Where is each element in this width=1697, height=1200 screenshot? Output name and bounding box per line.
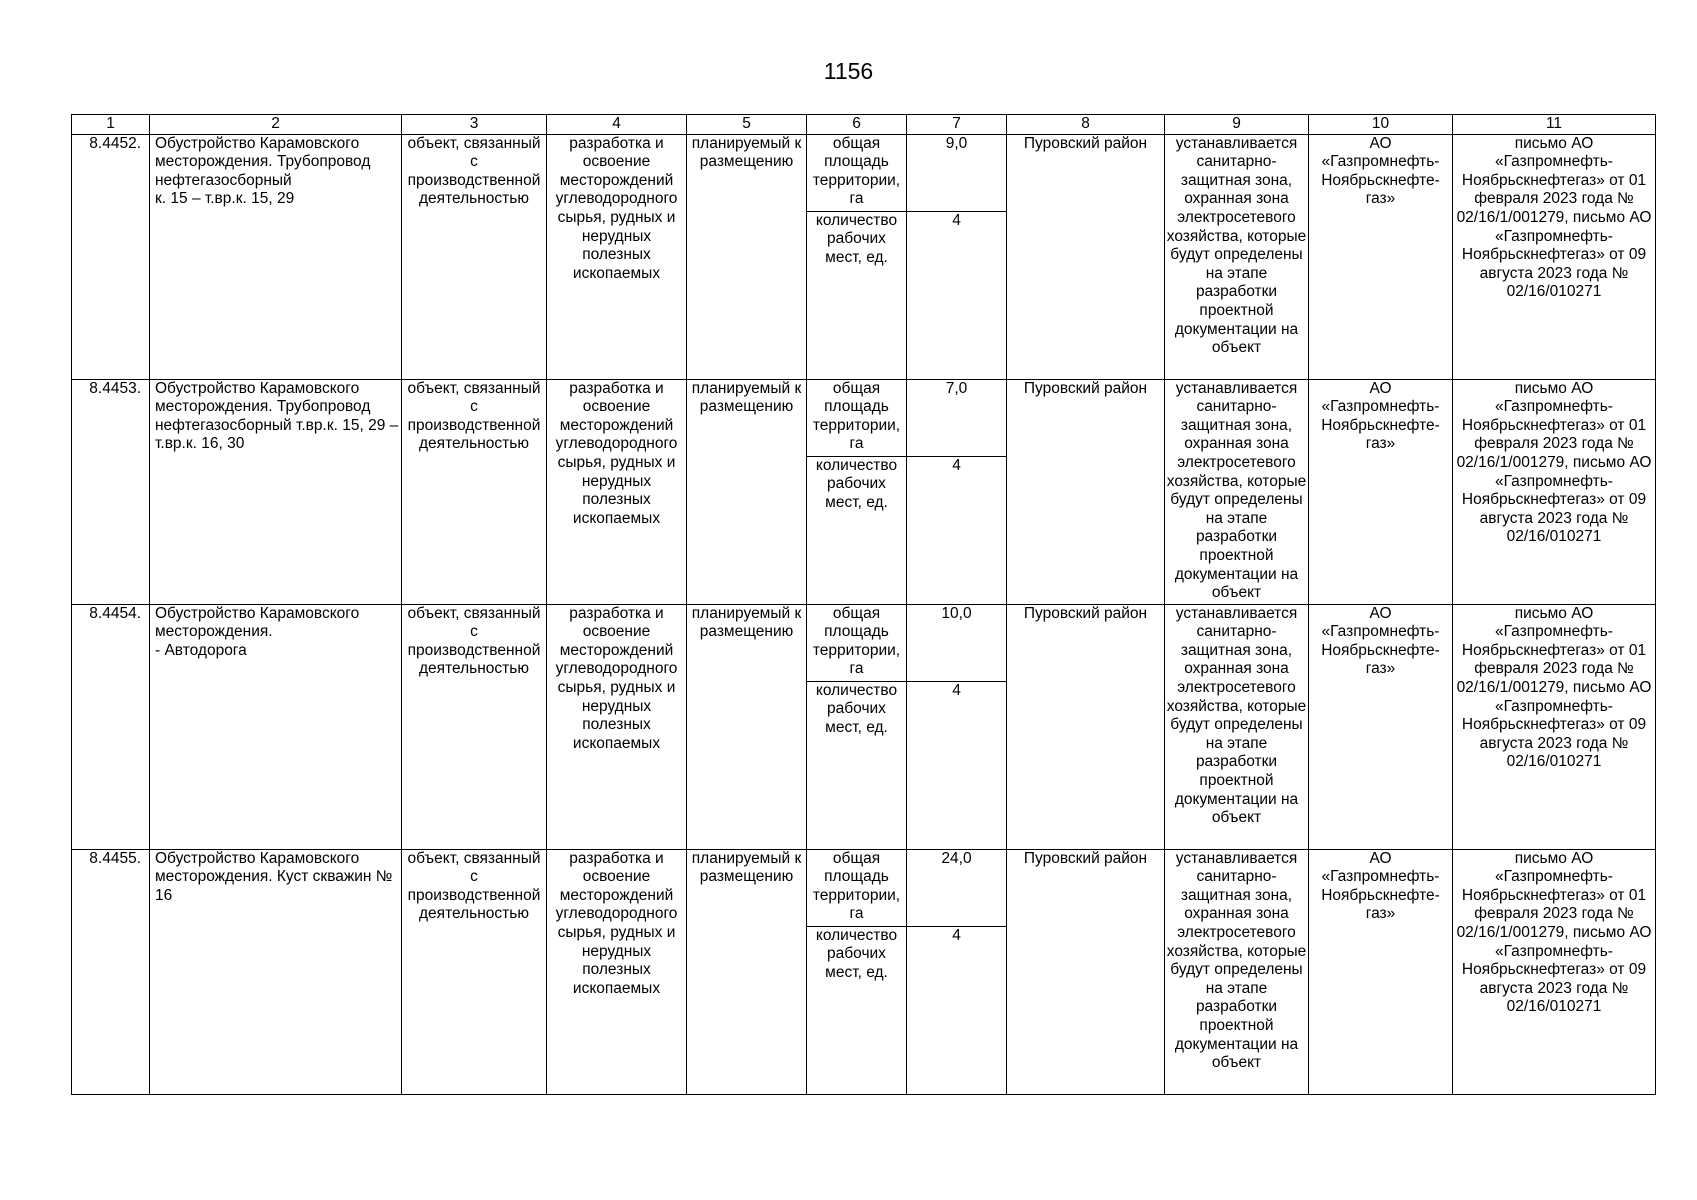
- header-cell: 6: [807, 115, 907, 135]
- table-row: [72, 134, 1656, 211]
- characteristic-name: общая площадь территории, га: [807, 849, 907, 926]
- row-number: 8.4452.: [72, 134, 150, 379]
- header-cell: 2: [150, 115, 402, 135]
- object-name: Обустройство Карамовского месторождения. Трубопровод нефтегазосборный к. 15 – т.вр.к. 15, 29: [150, 134, 402, 379]
- characteristic-value: 4: [907, 456, 1007, 604]
- object-type: объект, связанный с производственной деятельностью: [402, 134, 547, 379]
- object-name: Обустройство Карамовского месторождения. - Автодорога: [150, 604, 402, 849]
- source-document: письмо АО «Газпромнефть-Ноябрьскнефтегаз» от 01 февраля 2023 года № 02/16/1/001279, письмо АО «Газпромнефть-Ноябрьскнефтегаз» от 09 августа 2023 года № 02/16/010271: [1453, 134, 1656, 379]
- characteristic-name: количество рабочих мест, ед.: [807, 211, 907, 379]
- table-row: [72, 849, 1656, 926]
- table-row: [72, 604, 1656, 681]
- object-location: Пуровский район: [1007, 849, 1165, 1094]
- header-cell: 9: [1165, 115, 1309, 135]
- object-name: Обустройство Карамовского месторождения. Куст скважин № 16: [150, 849, 402, 1094]
- object-owner: АО «Газпромнефть-Ноябрьскнефте-газ»: [1309, 604, 1453, 849]
- header-cell: 3: [402, 115, 547, 135]
- object-purpose: разработка и освоение месторождений углеводородного сырья, рудных и нерудных полезных ископаемых: [547, 604, 687, 849]
- header-cell: 1: [72, 115, 150, 135]
- zone-description: устанавливается санитарно-защитная зона, охранная зона электросетевого хозяйства, которые будут определены на этапе разработки проектной документации на объект: [1165, 604, 1309, 849]
- characteristic-name: общая площадь территории, га: [807, 379, 907, 456]
- header-cell: 8: [1007, 115, 1165, 135]
- characteristic-value: 4: [907, 926, 1007, 1094]
- object-type: объект, связанный с производственной деятельностью: [402, 849, 547, 1094]
- table-header-row: [72, 115, 1656, 135]
- characteristic-value: 24,0: [907, 849, 1007, 926]
- object-purpose: разработка и освоение месторождений углеводородного сырья, рудных и нерудных полезных ископаемых: [547, 379, 687, 604]
- object-purpose: разработка и освоение месторождений углеводородного сырья, рудных и нерудных полезных ископаемых: [547, 134, 687, 379]
- object-location: Пуровский район: [1007, 379, 1165, 604]
- header-cell: 10: [1309, 115, 1453, 135]
- zone-description: устанавливается санитарно-защитная зона, охранная зона электросетевого хозяйства, которые будут определены на этапе разработки проектной документации на объект: [1165, 134, 1309, 379]
- object-name: Обустройство Карамовского месторождения. Трубопровод нефтегазосборный т.вр.к. 15, 29 – т.вр.к. 16, 30: [150, 379, 402, 604]
- object-type: объект, связанный с производственной деятельностью: [402, 379, 547, 604]
- source-document: письмо АО «Газпромнефть-Ноябрьскнефтегаз» от 01 февраля 2023 года № 02/16/1/001279, письмо АО «Газпромнефть-Ноябрьскнефтегаз» от 09 августа 2023 года № 02/16/010271: [1453, 379, 1656, 604]
- header-cell: 4: [547, 115, 687, 135]
- characteristic-value: 4: [907, 681, 1007, 849]
- table-row: [72, 379, 1656, 456]
- zone-description: устанавливается санитарно-защитная зона, охранная зона электросетевого хозяйства, которые будут определены на этапе разработки проектной документации на объект: [1165, 849, 1309, 1094]
- characteristic-name: общая площадь территории, га: [807, 134, 907, 211]
- row-number: 8.4454.: [72, 604, 150, 849]
- row-number: 8.4455.: [72, 849, 150, 1094]
- characteristic-name: количество рабочих мест, ед.: [807, 681, 907, 849]
- objects-table: [71, 114, 1656, 1095]
- object-status: планируемый к размещению: [687, 604, 807, 849]
- object-type: объект, связанный с производственной деятельностью: [402, 604, 547, 849]
- row-number: 8.4453.: [72, 379, 150, 604]
- object-status: планируемый к размещению: [687, 379, 807, 604]
- characteristic-value: 4: [907, 211, 1007, 379]
- header-cell: 11: [1453, 115, 1656, 135]
- characteristic-name: количество рабочих мест, ед.: [807, 926, 907, 1094]
- characteristic-name: количество рабочих мест, ед.: [807, 456, 907, 604]
- header-cell: 5: [687, 115, 807, 135]
- header-cell: 7: [907, 115, 1007, 135]
- source-document: письмо АО «Газпромнефть-Ноябрьскнефтегаз» от 01 февраля 2023 года № 02/16/1/001279, письмо АО «Газпромнефть-Ноябрьскнефтегаз» от 09 августа 2023 года № 02/16/010271: [1453, 604, 1656, 849]
- object-location: Пуровский район: [1007, 134, 1165, 379]
- object-owner: АО «Газпромнефть-Ноябрьскнефте-газ»: [1309, 379, 1453, 604]
- characteristic-name: общая площадь территории, га: [807, 604, 907, 681]
- zone-description: устанавливается санитарно-защитная зона, охранная зона электросетевого хозяйства, которые будут определены на этапе разработки проектной документации на объект: [1165, 379, 1309, 604]
- object-status: планируемый к размещению: [687, 134, 807, 379]
- source-document: письмо АО «Газпромнефть-Ноябрьскнефтегаз» от 01 февраля 2023 года № 02/16/1/001279, письмо АО «Газпромнефть-Ноябрьскнефтегаз» от 09 августа 2023 года № 02/16/010271: [1453, 849, 1656, 1094]
- object-owner: АО «Газпромнефть-Ноябрьскнефте-газ»: [1309, 849, 1453, 1094]
- object-purpose: разработка и освоение месторождений углеводородного сырья, рудных и нерудных полезных ископаемых: [547, 849, 687, 1094]
- characteristic-value: 9,0: [907, 134, 1007, 211]
- characteristic-value: 10,0: [907, 604, 1007, 681]
- object-status: планируемый к размещению: [687, 849, 807, 1094]
- object-location: Пуровский район: [1007, 604, 1165, 849]
- page-number: 1156: [823, 58, 874, 84]
- object-owner: АО «Газпромнефть-Ноябрьскнефте-газ»: [1309, 134, 1453, 379]
- characteristic-value: 7,0: [907, 379, 1007, 456]
